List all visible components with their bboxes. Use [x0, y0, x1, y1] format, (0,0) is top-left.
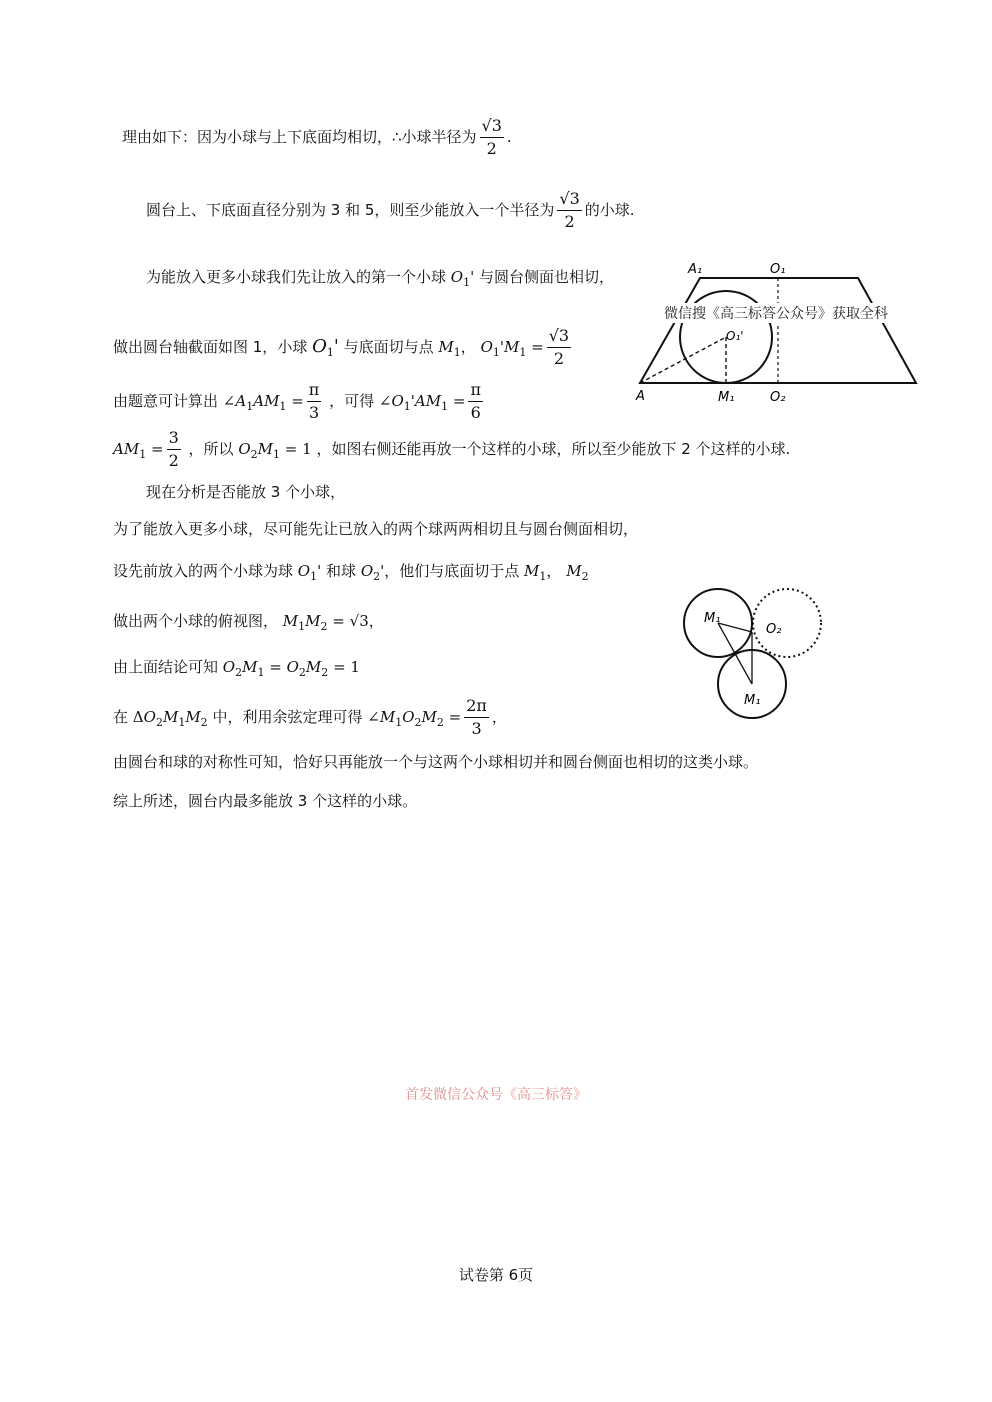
text-line-11: 由上面结论可知 $O_2M_1 = O_2M_2 = 1$ — [113, 658, 360, 679]
page-footer: 试卷第 6页 — [458, 1266, 534, 1284]
label-a1: A₁ — [688, 262, 703, 277]
text-line-13: 由圆台和球的对称性可知，恰好只再能放一个与这两个小球相切并和圆台侧面也相切的这类小球。 — [113, 753, 759, 771]
text-line-3: 为能放入更多小球我们先让放入的第一个小球 $O_1'$ 与圆台侧面也相切， — [146, 268, 615, 289]
fraction-sqrt3-over-2: $\frac{√3}{2}$ — [481, 116, 502, 158]
segment-1 — [718, 623, 752, 632]
label-m1-top: M₁ — [704, 611, 721, 626]
fraction-sqrt3-over-2: $\frac{√3}{2}$ — [559, 189, 580, 231]
text-line-1: 理由如下：因为小球与上下底面均相切，∴小球半径为 $\frac{√3}{2}$ . — [122, 116, 512, 158]
text-line-9: 设先前放入的两个小球为球 $O_1'$ 和球 $O_2'$，他们与底面切于点 $M_1$， $M_2$ — [113, 562, 589, 583]
label-a: A — [636, 389, 645, 404]
label-o1: O₁ — [770, 262, 786, 277]
figure-2-top-view — [676, 580, 826, 720]
figure-1-trapezoid — [630, 262, 930, 412]
text-line-2: 圆台上、下底面直径分别为 3 和 5，则至少能放入一个半径为 $\frac{√3}{2}$ 的小球. — [146, 189, 635, 231]
text-line-4: 做出圆台轴截面如图 1，小球 $O_1'$ 与底面切与点 $M_1$， $O_1'M_1$ = $\frac{√3}{2}$ — [113, 326, 570, 368]
text-line-10: 做出两个小球的俯视图， $M_1M_2 = √3$， — [113, 612, 384, 633]
label-o1-prime: O₁' — [726, 329, 744, 343]
label-m1: M₁ — [718, 390, 735, 405]
segment-3 — [718, 623, 752, 684]
text-line-5: 由题意可计算出 $\angle A_1AM_1$ = $\frac{\pi}{3}$ ，可得 $\angle O_1'AM_1$ = $\frac{\pi}{6}$ — [113, 380, 481, 422]
bottom-watermark: 首发微信公众号《高三标答》 — [405, 1087, 587, 1103]
symbol-o1-prime: $O_1'$ — [450, 268, 475, 289]
label-m1-bottom: M₁ — [744, 693, 761, 708]
text-line-6: $AM_1$ = $\frac{3}{2}$ ，所以 $O_2M_1 = 1$ ，如图右侧还能再放一个这样的小球，所以至少能放下 2 个这样的小球. — [113, 428, 791, 470]
text-line-12: 在 $\Delta O_2M_1M_2$ 中，利用余弦定理可得 $\angle M_1O_2M_2$ = $\frac{2\pi}{3}$ ， — [113, 696, 507, 738]
circle-right-dotted — [753, 589, 821, 657]
label-o2: O₂ — [770, 390, 786, 405]
text-line-14: 综上所述，圆台内最多能放 3 个这样的小球。 — [113, 792, 418, 810]
text-line-7: 现在分析是否能放 3 个小球， — [146, 483, 346, 501]
label-o2: O₂ — [766, 622, 782, 637]
side-watermark: 微信搜《高三标答公众号》获取全科 — [664, 303, 888, 323]
text-line-8: 为了能放入更多小球，尽可能先让已放入的两个球两两相切且与圆台侧面相切， — [113, 520, 639, 538]
